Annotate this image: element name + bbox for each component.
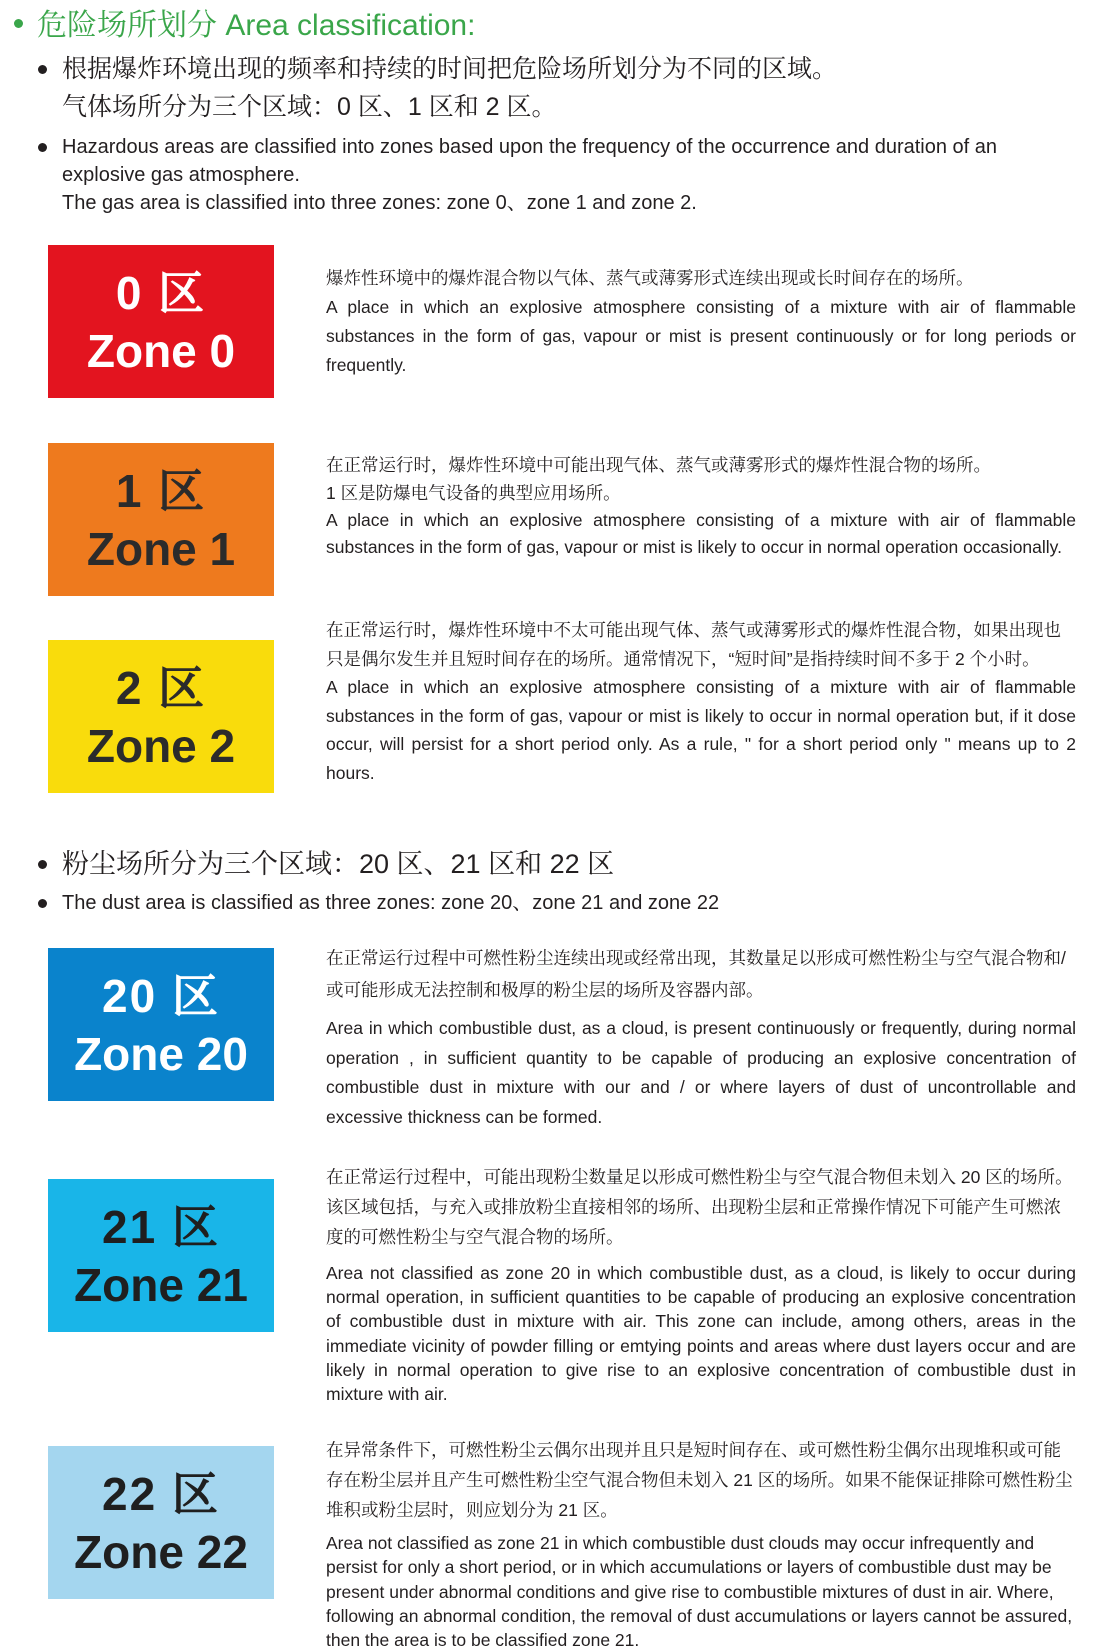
zone-20-description: 在正常运行过程中可燃性粉尘连续出现或经常出现，其数量足以形成可燃性粉尘与空气混合物和/或可能形成无法控制和极厚的粉尘层的场所及容器内部。 Area in which combustible dust, as a cloud, is present continuously or frequently, during normal operation , in sufficient quantity to be capable of producing an explosive concentration of combustible dust in mixture with our and / or where layers of dust of uncontrollable and excessive thickness can be formed. (326, 948, 1076, 1127)
zone-1-badge: 1 区 Zone 1 (48, 443, 274, 596)
gas-intro-zh: 根据爆炸环境出现的频率和持续的时间把危险场所划分为不同的区域。 气体场所分为三个区域：0 区、1 区和 2 区。 (36, 50, 1076, 126)
gas-intro-en: Hazardous areas are classified into zones based upon the frequency of the occurrence and duration of an explosive gas atmosphere. The gas area is classified into three zones: zone 0、zone 1 and zone 2. (36, 133, 1081, 217)
zone-0-description: 爆炸性环境中的爆炸混合物以气体、蒸气或薄雾形式连续出现或长时间存在的场所。 A place in which an explosive atmosphere consisting of a mixture with air of flammable substances in the form of gas, vapour or mist is present continuously or for long periods or frequently. (326, 268, 1076, 375)
heading-bullet-icon (14, 19, 23, 28)
dust-intro-en: The dust area is classified as three zones: zone 20、zone 21 and zone 22 (36, 889, 1076, 917)
bullet-icon (38, 65, 47, 74)
zone-2-badge: 2 区 Zone 2 (48, 640, 274, 793)
page-heading: 危险场所划分 Area classification: (14, 0, 475, 44)
zone-21-badge: 21 区 Zone 21 (48, 1179, 274, 1332)
zone-1-description: 在正常运行时，爆炸性环境中可能出现气体、蒸气或薄雾形式的爆炸性混合物的场所。 1 区是防爆电气设备的典型应用场所。 A place in which an explosive atmosphere consisting of a mixture with air of flammable substances in the form of gas, vapour or mist is likely to occur in normal operation occasionally. (326, 455, 1076, 557)
zone-21-description: 在正常运行过程中，可能出现粉尘数量足以形成可燃性粉尘与空气混合物但未划入 20 区的场所。该区域包括，与充入或排放粉尘直接相邻的场所、出现粉尘层和正常操作情况下可能产生可燃浓度的可燃性粉尘与空气混合物的场所。 Area not classified as zone 20 in which combustible dust, as a cloud, is likely to occur during normal operation, in sufficient quantities to be capable of producing an explosive concentration of combustible dust in mixture with air. This zone can include, among others, areas in the immediate vicinity of powder filling or emtying points and areas where dust layers occur and are likely in normal operation to give rise to an explosive concentration of combustible dust in mixture with air. (326, 1167, 1076, 1405)
dust-intro-zh: 粉尘场所分为三个区域：20 区、21 区和 22 区 (36, 845, 1076, 883)
zone-22-description: 在异常条件下，可燃性粉尘云偶尔出现并且只是短时间存在、或可燃性粉尘偶尔出现堆积或可能存在粉尘层并且产生可燃性粉尘空气混合物但未划入 21 区的场所。如果不能保证排除可燃性粉尘堆积或粉尘层时，则应划分为 21 区。 Area not classified as zone 21 in which combustible dust clouds may occur infrequently and persist for only a short period, or in which accumulations or layers of combustible dust may be present under abnormal conditions and give rise to combustible mixtures of dust in air. Where, following an abnormal condition, the removal of dust accumulations or layers cannot be assured, then the area is to be classified zone 21. (326, 1440, 1073, 1651)
bullet-icon (38, 143, 47, 152)
zone-0-badge: 0 区 Zone 0 (48, 245, 274, 398)
zone-22-badge: 22 区 Zone 22 (48, 1446, 274, 1599)
bullet-icon (38, 899, 47, 908)
bullet-icon (38, 860, 47, 869)
zone-2-description: 在正常运行时，爆炸性环境中不太可能出现气体、蒸气或薄雾形式的爆炸性混合物，如果出现也只是偶尔发生并且短时间存在的场所。通常情况下，“短时间”是指持续时间不多于 2 个小时。 A place in which an explosive atmosphere consisting of a mixture with air of flammable substances in the form of gas, vapour or mist is likely to occur in normal operation but, if it dose occur, will persist for a short period only. As a rule, " for a short period only " means up to 2 hours. (326, 620, 1076, 783)
zone-20-badge: 20 区 Zone 20 (48, 948, 274, 1101)
